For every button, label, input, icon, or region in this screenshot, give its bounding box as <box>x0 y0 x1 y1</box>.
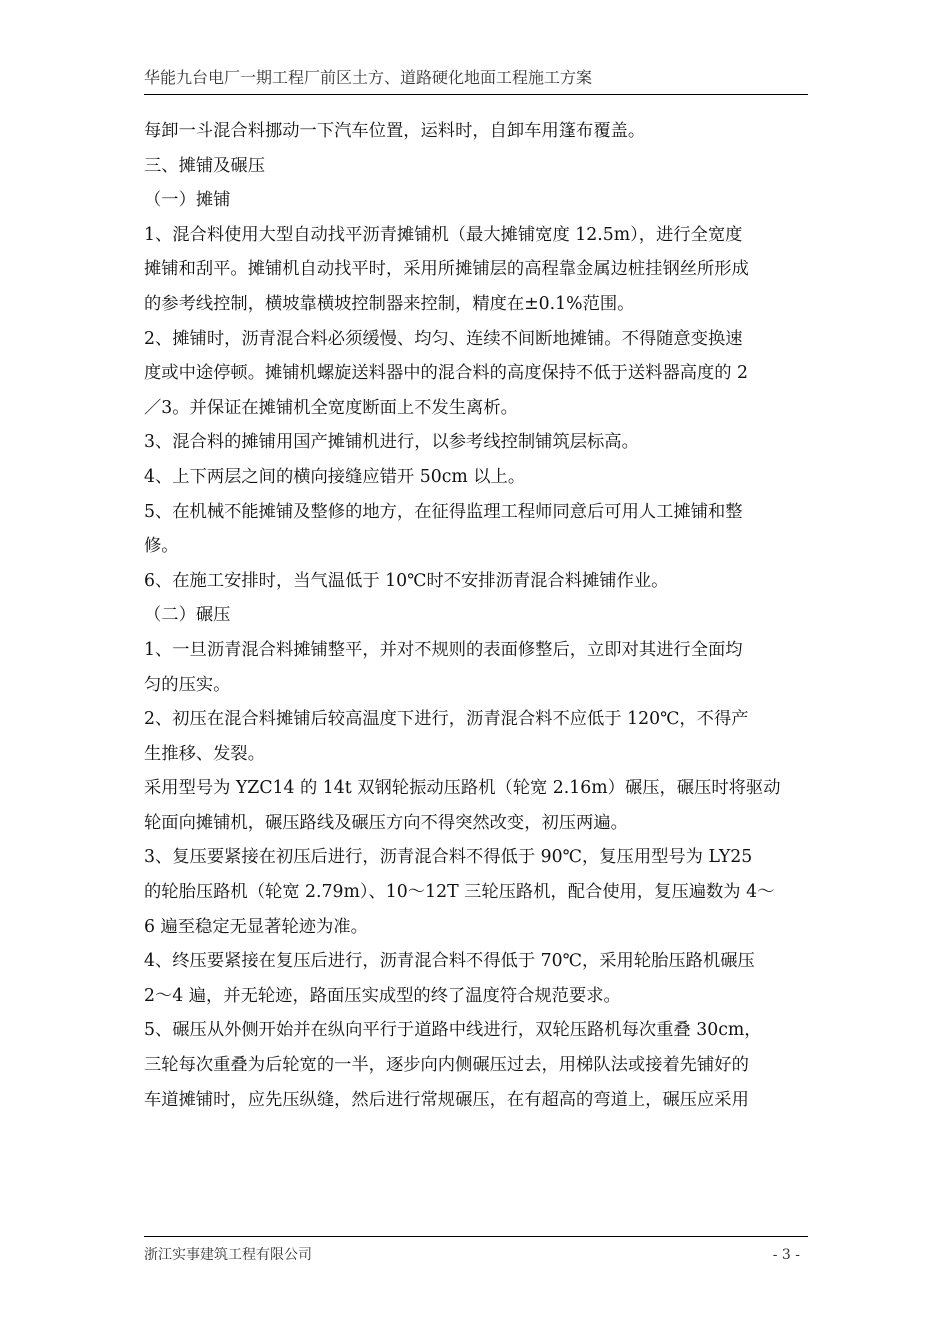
text-line: 的参考线控制，横坡靠横坡控制器来控制，精度在±0.1%范围。 <box>144 293 635 314</box>
text-line: 1、一旦沥青混合料摊铺整平，并对不规则的表面修整后，立即对其进行全面均 <box>144 639 743 660</box>
text-line: 4、终压要紧接在复压后进行，沥青混合料不得低于 70℃，采用轮胎压路机碾压 <box>144 951 755 972</box>
text-line: 匀的压实。 <box>144 674 231 695</box>
text-line: 的轮胎压路机（轮宽 2.79m）、10～12T 三轮压路机，配合使用，复压遍数为 4～ <box>144 882 775 903</box>
text-line: 度或中途停顿。摊铺机螺旋送料器中的混合料的高度保持不低于送料器高度的 2 <box>144 363 749 384</box>
text-line: 采用型号为 YZC14 的 14t 双钢轮振动压路机（轮宽 2.16m）碾压，碾压时将驱动 <box>144 778 781 799</box>
text-line: 2、初压在混合料摊铺后较高温度下进行，沥青混合料不应低于 120℃，不得产 <box>144 709 749 730</box>
text-line: 5、在机械不能摊铺及整修的地方，在征得监理工程师同意后可用人工摊铺和整 <box>144 501 743 522</box>
section-heading: 三、摊铺及碾压 <box>144 155 265 176</box>
text-line: 3、复压要紧接在初压后进行，沥青混合料不得低于 90℃，复压用型号为 LY25 <box>144 847 753 868</box>
page-footer <box>144 1236 808 1267</box>
text-line: 4、上下两层之间的横向接缝应错开 50cm 以上。 <box>144 466 526 487</box>
text-line: 修。 <box>144 536 179 557</box>
text-line: 轮面向摊铺机，碾压路线及碾压方向不得突然改变，初压两遍。 <box>144 812 628 833</box>
text-line: ／3。并保证在摊铺机全宽度断面上不发生离析。 <box>144 397 518 418</box>
text-line: 摊铺和刮平。摊铺机自动找平时，采用所摊铺层的高程靠金属边桩挂钢丝所形成 <box>144 259 749 280</box>
footer-company-name: 浙江实事建筑工程有限公司 <box>144 1247 312 1263</box>
text-line: 3、混合料的摊铺用国产摊铺机进行，以参考线控制铺筑层标高。 <box>144 432 639 453</box>
page-header <box>144 66 808 95</box>
text-line: 5、碾压从外侧开始并在纵向平行于道路中线进行，双轮压路机每次重叠 30cm， <box>144 1020 762 1041</box>
text-line: 1、混合料使用大型自动找平沥青摊铺机（最大摊铺宽度 12.5m），进行全宽度 <box>144 224 743 245</box>
text-line: 2～4 遍，并无轮迹，路面压实成型的终了温度符合规范要求。 <box>144 985 621 1006</box>
text-line: 生推移、发裂。 <box>144 743 265 764</box>
document-body <box>144 114 808 1117</box>
page-number: - 3 - <box>772 1247 800 1263</box>
subsection-heading: （一）摊铺 <box>144 190 231 211</box>
subsection-heading: （二）碾压 <box>144 605 231 626</box>
text-line: 2、摊铺时，沥青混合料必须缓慢、均匀、连续不间断地摊铺。不得随意变换速 <box>144 328 743 349</box>
document-title: 华能九台电厂一期工程厂前区土方、道路硬化地面工程施工方案 <box>144 68 593 87</box>
text-line: 6 遍至稳定无显著轮迹为准。 <box>144 916 368 937</box>
text-line: 每卸一斗混合料挪动一下汽车位置，运料时，自卸车用篷布覆盖。 <box>144 121 646 141</box>
text-line: 车道摊铺时，应先压纵缝，然后进行常规碾压，在有超高的弯道上，碾压应采用 <box>144 1089 749 1110</box>
text-line: 三轮每次重叠为后轮宽的一半，逐步向内侧碾压过去，用梯队法或接着先铺好的 <box>144 1055 749 1076</box>
text-line: 6、在施工安排时，当气温低于 10℃时不安排沥青混合料摊铺作业。 <box>144 570 669 591</box>
